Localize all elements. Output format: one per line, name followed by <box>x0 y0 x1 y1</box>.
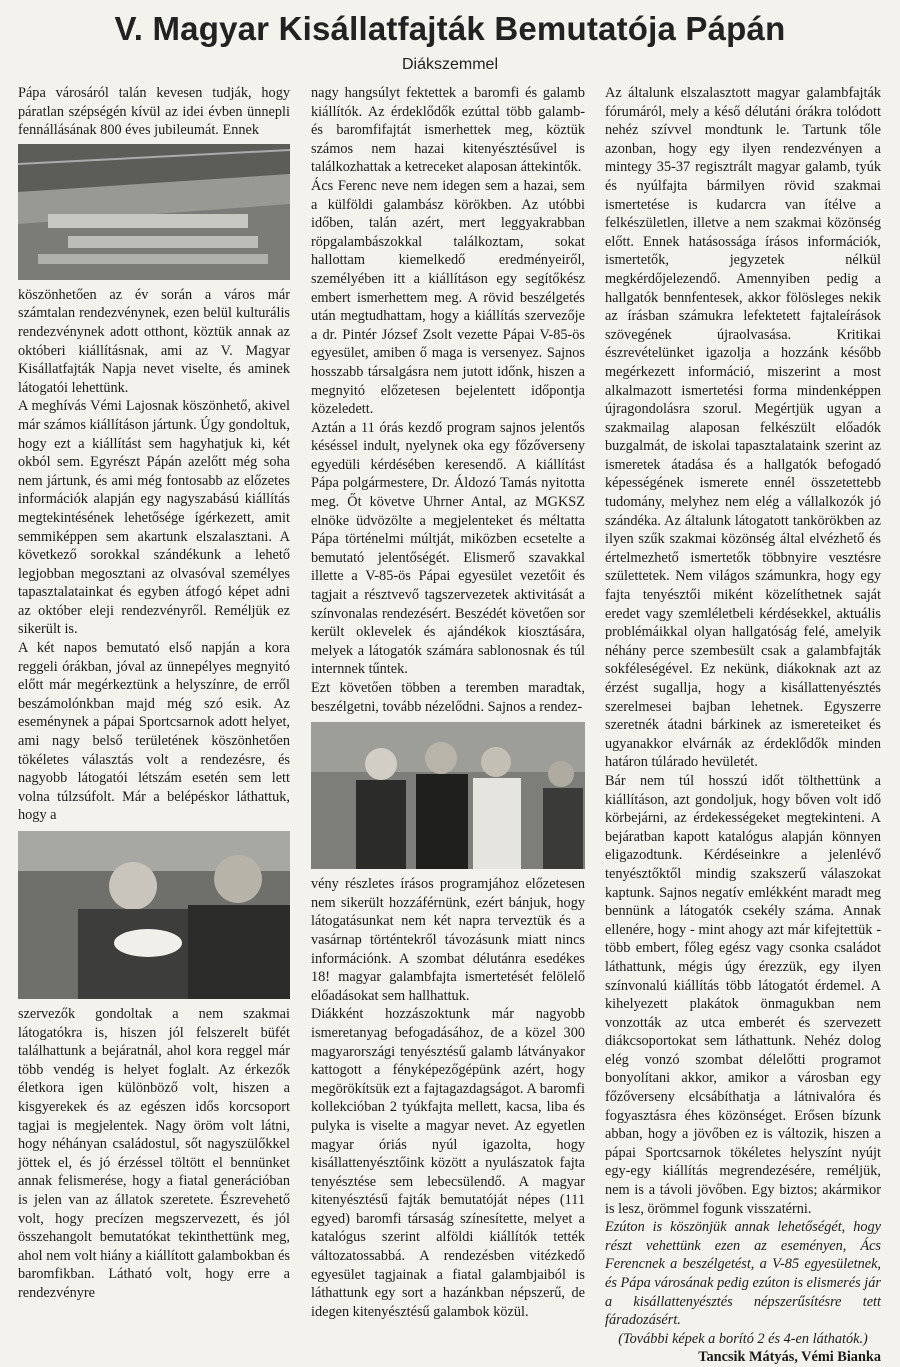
paragraph: Pápa városáról talán kevesen tudják, hogy páratlan szépségén kívül az idei évben ünnepli fennállásának 800 éves jubileumát. Ennek <box>18 85 290 139</box>
men-with-pigeon-image <box>18 831 290 999</box>
authors: Tancsik Mátyás, Vémi Bianka <box>698 1349 881 1366</box>
article-title: V. Magyar Kisállatfajták Bemutatója Pápán <box>114 10 786 47</box>
paragraph: köszönhetően az év során a város már számtalan rendezvénynek, ezen belül kulturális rendezvénynek adott otthont, köztük annak az októberi kiállításnak, ami az V. Magyar Kisállatfajták Napja nevet viselte, és aminek látogatói lehettünk. <box>18 286 290 396</box>
paragraph: A meghívás Vémi Lajosnak köszönhető, akivel már számos kiállításon jártunk. Úgy gondoltuk, hogy ezt a kiállítást sem hagyhatjuk ki, két okból sem. Egyrészt Pápán azelőtt még soha nem jártunk, és ami még fontosabb az előzetes információk alapján egy nagyszabású kiállítás megtekintésének lehetősége ígérkezett, amit semmiképpen sem akartunk elszalasztani. A következő sorokkal szándékunk a lehető legjobban megosztani az olvasóval személyes tapasztalatainkat és egyben átfogó képet adni az október eleji rendezvényről. Reméljük ez sikerült is. <box>18 398 290 638</box>
column-2 <box>311 84 585 1320</box>
photo-note: (További képek a borító 2 és 4-en láthatók.) <box>618 1330 868 1347</box>
photo-group-conversation <box>311 722 585 869</box>
paragraph: Aztán a 11 órás kezdő program sajnos jelentős késéssel indult, nyelynek oka egy főzőverseny egyedüli kérdésében keresendő. A kiállítást Pápa polgármestere, Dr. Áldozó Tamás nyitotta meg. Őt követve Uhrner Antal, az MGKSZ elnöke üdvözölte a megjelenteket és méltatta Pápa történelmi múltját, miközben ecsetelte a bemutató jelentőségét. Elismerő szavakkal illette a V-85-ös Pápai egyesület vezetőit és tagjait a résztvevő tagszervezetek aktivitását a színvonalas rendezésért. Beszédét követően sor került oklevelek és ajándékok kiosztására, melyek a látogatók számára sablonosnak és túl internnek tűntek. <box>311 419 585 678</box>
paragraph: Ezt követően többen a teremben maradtak, beszélgetni, tovább nézelődni. Sajnos a rendez- <box>311 680 585 715</box>
paragraph: A két napos bemutató első napján a kora reggeli órákban, jóval az ünnepélyes megnyitó előtt már megérkeztünk a helyszínre, de erről beszámolónkban majd még szó esik. Az eseménynek a pápai Sportcsarnok adott helyet, ami nagy belső területének köszönhetően tökéletes választás volt a rendezésre, és nagyobb látogatói létszám esetén sem lett volna túlzsúfolt. Már a belépéskor láthattuk, hogy a <box>18 640 290 824</box>
paragraph: vény részletes írásos programjához előzetesen nem sikerült hozzáférnünk, ezért bánjuk, hogy látogatásunkat nem két napra terveztük és a vasárnap történtekről távozásunk miatt nincs információnk. A szombat délutánra esedékes 18! magyar galambfajta ismertetését felölelő előadásokat sem hallhattuk. <box>311 876 585 1004</box>
acknowledgement: Ezúton is köszönjük annak lehetőségét, hogy részt vehettünk ezen az eseményen, Ács Ferencnek a beszélgetést, a V-85 egyesületnek, és Pápa városának pedig ezúton is elismerés jár a kisállattenyésztés népszerűsítésre tett fáradozásért. <box>605 1219 881 1329</box>
group-conversation-image <box>311 722 585 869</box>
paragraph: szervezők gondoltak a nem szakmai látogatókra is, hiszen jól felszerelt büfét találhattunk a bejáratnál, ahol kora reggel már több vendég is helyet foglalt. Az érkezők életkora igen különböző volt, hiszen a kisgyerekek és az egészen idős korcsoport tagjai is megjelentek. Nagy öröm volt látni, hogy néhányan családostul, sőt nagyszülőkkel jöttek el, és jó érzéssel töltött el bennünket annak felismerése, hogy a fiatal generációban is jelen van az állatok szeretete. Észrevehető volt, hogy precízen megszervezett, és jól összehangolt bemutatókat tekinthettünk meg, ahol nem volt hiány a kiállított galambokban és baromfikban. Látható volt, hogy erre a rendezvényre <box>18 1006 290 1301</box>
paragraph: Diákként hozzászoktunk már nagyobb ismeretanyag befogadásához, de a közel 300 magyarországi tenyésztésű galamb látványakor kattogott a fényképezőgépünk azért, hogy megörökítsük ezt a fajtagazdagságot. A baromfi kollekcióban 2 tyúkfajta mellett, kacsa, liba és pulyka is viselte a magyar nevet. Az egyetlen magyar óriás nyúl igazolta, hogy kisállattenyésztőink között a nyulászatok fajta tenyésztése sem lebecsülendő. A magyar kitenyésztésű fajták bemutatóját népes (111 egyed) baromfi társaság színesítette, melyet a katalógus szerint alföldi kiállítók tették változatossabbá. A rendezésben vitézkedő egyesület tagjainak a fiatal galambjaiból is láthattunk egy sort a hazánkban népszerű, de idegen kitenyésztésű galambok közül. <box>311 1006 585 1320</box>
photo-men-with-pigeon <box>18 831 290 999</box>
column-1 <box>18 84 290 1301</box>
paragraph: nagy hangsúlyt fektettek a baromfi és galamb kiállítók. Az érdeklődők ezúttal több galamb- és baromfifajtát ismerhettek meg, köztük számos nem hazai kitenyésztésűvel is találkozhattak a ketreceket alaposan áttekintők. <box>311 85 585 176</box>
photo-exhibition-hall <box>18 144 290 280</box>
paragraph: Bár nem túl hosszú időt tölthettünk a kiállításon, azt gondoljuk, hogy bőven volt idő körbejárni, az érdekességeket megtekinteni. A bejáratban kapott katalógus alapján könnyen eligazodtunk. Kérdéseinkre a jelenlévő tenyésztőktől mindig szakszerű válaszokat kaptunk. Sajnos negatív emlékként maradt meg bennünk a látogatók csekély száma. Annak ellenére, hogy - mint ahogy azt már kifejtettük - több embert, főleg egész vagy csonka családot láthattunk, mégis úgy érezzük, egy ilyen színvonalú kiállítás több látogatót érdemel. A kihelyezett plakátok önmagukban nem vonzották az utca emberét és szervezett diákcsoportokat sem láthattunk. Nehéz dolog elég vonzó szombat délelőtti programot bonyolítani akkor, amikor a városban egy főzőverseny elcsábíthatja a látnivalóra és fogyasztásra éhes közönséget. Erősen bízunk abban, hogy a jövőben ez is változik, hiszen a pápai Sportcsarnok tökéletes helyszínt nyújt egy-egy kiállítás megrendezésére, reméljük, nem is a távoli jövőben. Egy biztos; akármikor is lesz, örömmel fogunk visszatérni. <box>605 772 881 1217</box>
paragraph: Az általunk elszalasztott magyar galambfajták fórumáról, mely a késő délutáni órákra tolódott nehéz szívvel mondtunk le. Tartunk tőle azonban, hogy egy ilyen rendezvényen a mintegy 35-37 regisztrált magyar galamb, tyúk és nyúlfajta bármilyen rövid szakmai ismertetése is kudarcra van ítélve a felkészületlen, illetve a nem szakmai közönség előtt. Ennek hatásossága írásos információk, ismertetők, jegyzetek nélkül megkérdőjelezendő. Amennyiben pedig a hallgatók bennfentesek, akkor fölösleges nekik az írásban számukra lefektetett fajtaleírások szövegének újraolvasása. Kritikai észrevételünket igazolja a hozzánk később megérkezett információ, miszerint a most alkalmazott ismertetési forma mindenképpen újragondolásra szorul. Megértjük ugyan a szakmailag alaposan felkészült előadók buzgalmát, de iskolai tapasztalataink szerint az ismeretek átadása és a hallgatók befogadó képességének ismerete ennél összetettebb tudomány, melyhez nem elég a vállalkozók jó szándéka. Az általunk látogatott tankörökben az ilyen szűk szakmai közönség által elvézhető és értelmezhető ismertetők többnyire vesztésre születtetek. Nem világos számunkra, hogy egy fajta tenyésztői miként közelíthetnek saját eredet vagy szemléletbeli kérdésekkel, aktuális problémáikkal olyan hallgatóság felé, amelyik néhány perce szembesült csak a galambfajták sokféleségével. Ez nekünk, diákoknak azt az érzést sugallja, hogy a kisállattenyésztés szerelmesei bajban lehetnek. Egyszerre szeretnék átadni bárkinek az ismereteiket és ugyanakkor elvárnák az érdeklődők minden határon túlárado hevületét. <box>605 85 881 771</box>
exhibition-hall-image <box>18 144 290 280</box>
article-subtitle: Diákszemmel <box>401 56 498 73</box>
paragraph: Ács Ferenc neve nem idegen sem a hazai, sem a külföldi galambász körökben. Az utóbbi időben, talán azért, mert leggyakrabban röpgalambászokkal találkoztam, sokat hallottam kiemelkedő eredményeiről, személyében itt a kiállításon egy segítőkész embert ismerhettem meg. A rövid beszélgetés után megtudhattam, hogy a kiállítás szervezője a dr. Pintér József Zsolt vezette Pápai V-85-ös egyesület, amiben ő maga is versenyez. Sajnos hosszabb társalgásra nem jutott időnk, hiszen a megnyitó előzetesen bejelentett időpontja közeledett. <box>311 177 585 418</box>
column-3 <box>605 84 881 1366</box>
